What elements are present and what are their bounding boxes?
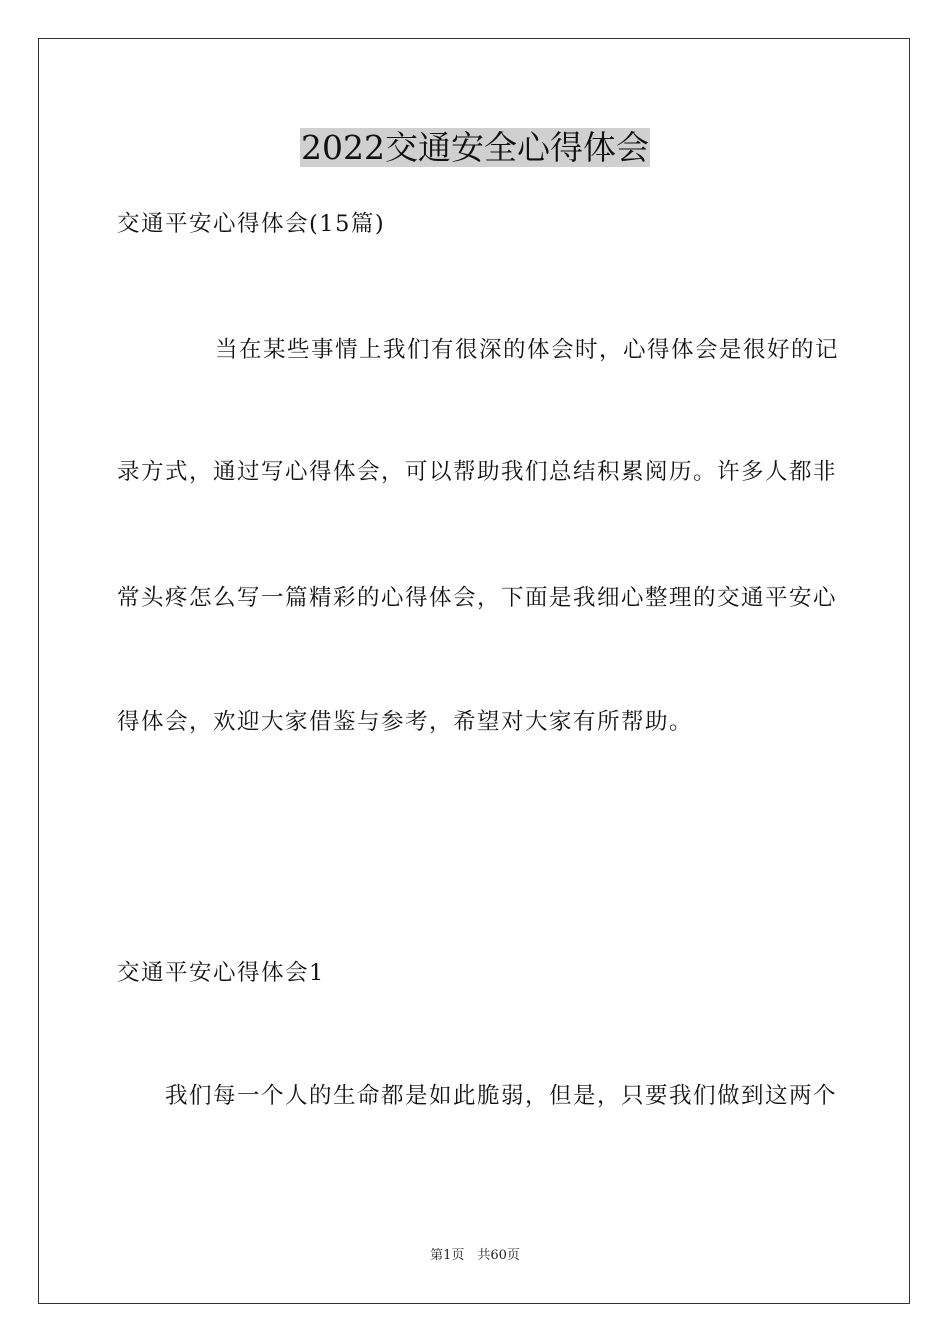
title-text: 2022交通安全心得体会: [301, 128, 649, 167]
section-paragraph-line-1: 我们每一个人的生命都是如此脆弱，但是，只要我们做到这两个: [165, 1083, 838, 1109]
intro-paragraph-line-1: 当在某些事情上我们有很深的体会时，心得体会是很好的记: [215, 337, 840, 363]
intro-paragraph-line-3: 常头疼怎么写一篇精彩的心得体会，下面是我细心整理的交通平安心: [117, 585, 838, 611]
document-subtitle: 交通平安心得体会(15篇): [117, 211, 386, 237]
intro-paragraph-line-2: 录方式，通过写心得体会，可以帮助我们总结积累阅历。许多人都非: [117, 459, 838, 485]
intro-paragraph-line-4: 得体会，欢迎大家借鉴与参考，希望对大家有所帮助。: [117, 709, 694, 735]
page-number-footer: 第1页 共60页: [430, 1248, 520, 1263]
document-title: [0, 128, 950, 168]
section-heading: 交通平安心得体会1: [117, 960, 325, 986]
